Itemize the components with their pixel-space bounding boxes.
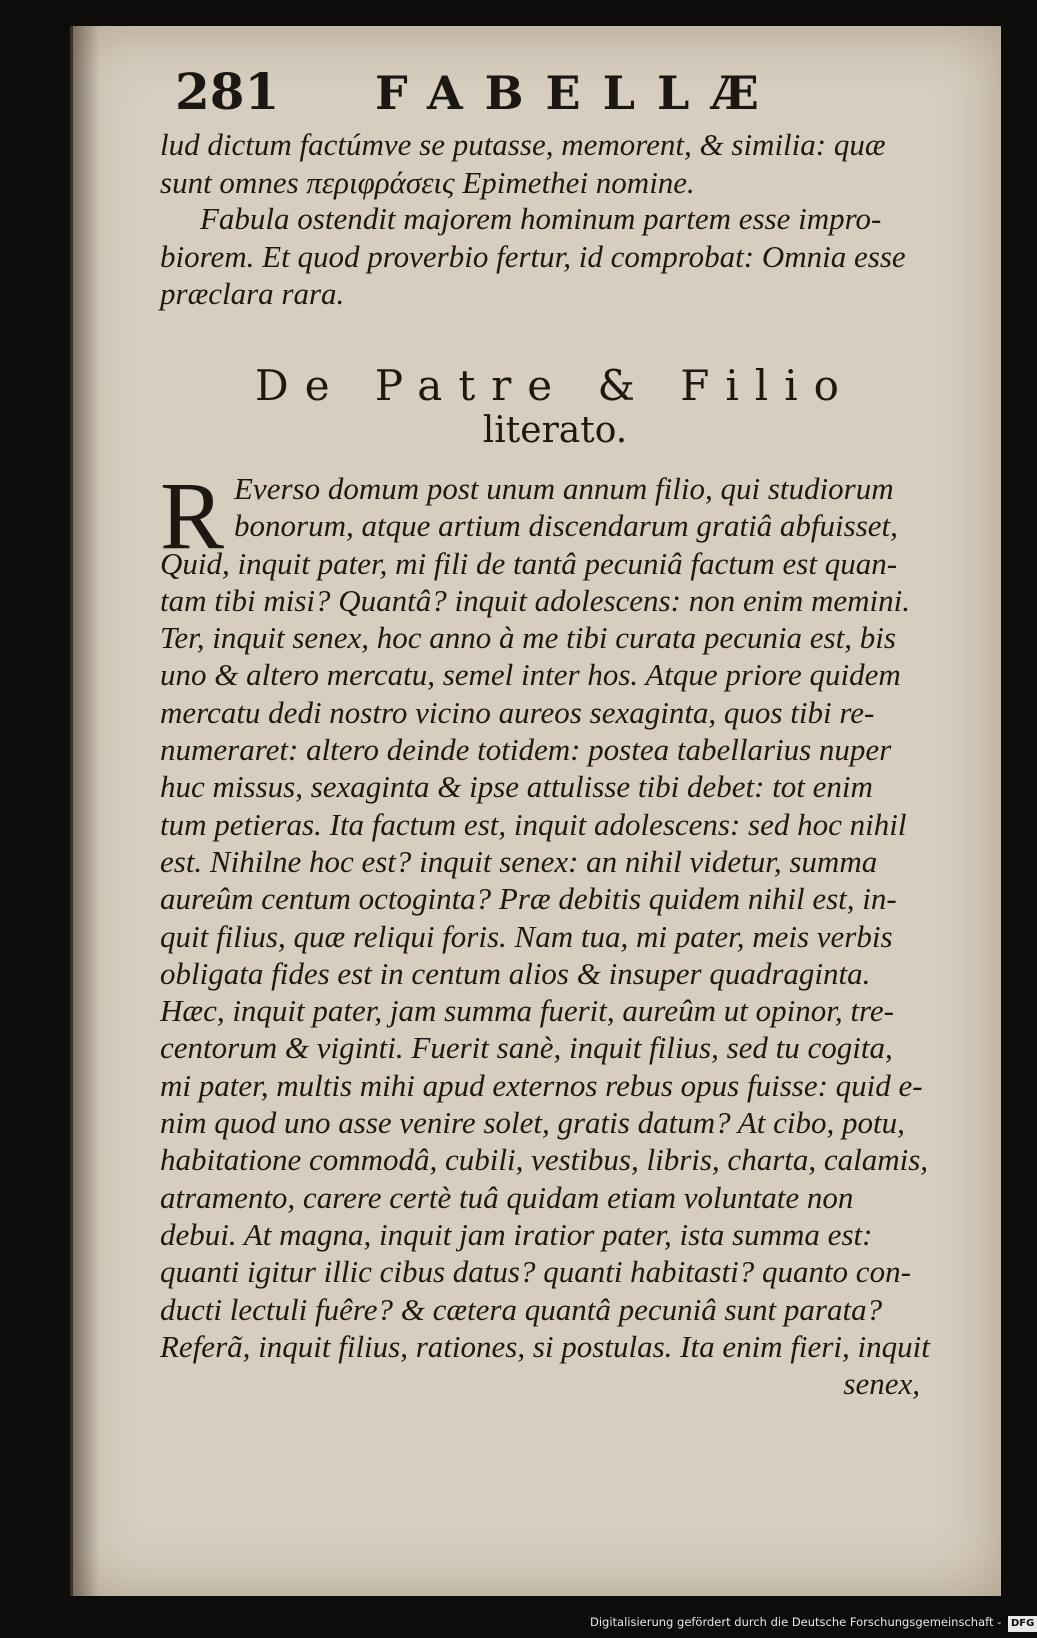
text-line: nim quod uno asse venire solet, gratis datum? At cibo, potu, [160,1105,905,1141]
text-line: habitatione commodâ, cubili, vestibus, libris, charta, calamis, [160,1142,929,1178]
text-line: aureûm centum octoginta? Præ debitis quidem nihil est, in- [160,881,897,917]
text-line: uno & altero mercatu, semel inter hos. Atque priore quidem [160,657,901,693]
text-line: Ter, inquit senex, hoc anno à me tibi curata pecunia est, bis [160,620,896,656]
text-line: obligata fides est in centum alios & insuper quadraginta. [160,955,871,991]
digitization-credit [590,1610,1035,1634]
fable-title-sub: literato. [482,410,628,451]
page-number: 281 [175,62,280,121]
text-line: ducti lectuli fuêre? & cætera quantâ pecuniâ sunt parata? [160,1291,883,1327]
text-line: atramento, carere certè tuâ quidam etiam voluntate non [160,1179,854,1215]
running-title: FABELLÆ [375,66,781,120]
text-line: biorem. Et quod proverbio fertur, id comprobat: Omnia esse [160,238,906,274]
text-line: huc missus, sexaginta & ipse attulisse tibi debet: tot enim [160,769,873,805]
dfg-logo: DFG [1008,1616,1037,1632]
continuation-paragraph [160,126,950,201]
text-line: centorum & viginti. Fuerit sanè, inquit filius, sed tu cogita, [160,1030,893,1066]
text-line: quit filius, quæ reliqui foris. Nam tua, mi pater, meis verbis [160,918,893,954]
text-line: numeraret: altero deinde totidem: postea tabellarius nuper [160,732,892,768]
text-line: Quid, inquit pater, mi fili de tantâ pecuniâ factum est quan- [160,545,898,581]
fable-title [160,362,950,454]
text-line: tum petieras. Ita factum est, inquit adolescens: sed hoc nihil [160,806,907,842]
text-line: bonorum, atque artium discendarum gratiâ abfuisset, [234,508,898,544]
text-line: mi pater, multis mihi apud externos rebus opus fuisse: quid e- [160,1067,923,1103]
text-line: quanti igitur illic cibus datus? quanti habitasti? quanto con- [160,1254,911,1290]
text-line: tam tibi misi? Quantâ? inquit adolescens: non enim memini. [160,582,910,618]
text-line: mercatu dedi nostro vicino aureos sexaginta, quos tibi re- [160,694,875,730]
catchword: senex, [843,1366,920,1402]
page-gutter-shadow [73,26,99,1596]
text-line: est. Nihilne hoc est? inquit senex: an nihil videtur, summa [160,843,878,879]
text-line: debui. At magna, inquit jam iratior pater, ista summa est: [160,1216,873,1252]
text-line: sunt omnes περιφράσεις Epimethei nomine. [160,164,695,200]
text-line: Hæc, inquit pater, jam summa fuerit, aureûm ut opinor, tre- [160,993,894,1029]
text-line: Everso domum post unum annum filio, qui studiorum [234,471,894,506]
fable-text [160,462,950,1402]
text-line: Referã, inquit filius, rationes, si postulas. Ita enim fieri, inquit [160,1328,930,1364]
text-line: lud dictum factúmve se putasse, memorent, & similia: quæ [160,127,886,162]
fable-title-main: De Patre & Filio [255,361,855,410]
text-line: Fabula ostendit majorem hominum partem esse impro- [200,201,882,236]
credit-text: Digitalisierung gefördert durch die Deutsche Forschungsgemeinschaft - [590,1615,1002,1629]
moral-paragraph [160,200,950,313]
drop-cap: R [160,462,225,569]
text-line: præclara rara. [160,276,345,312]
